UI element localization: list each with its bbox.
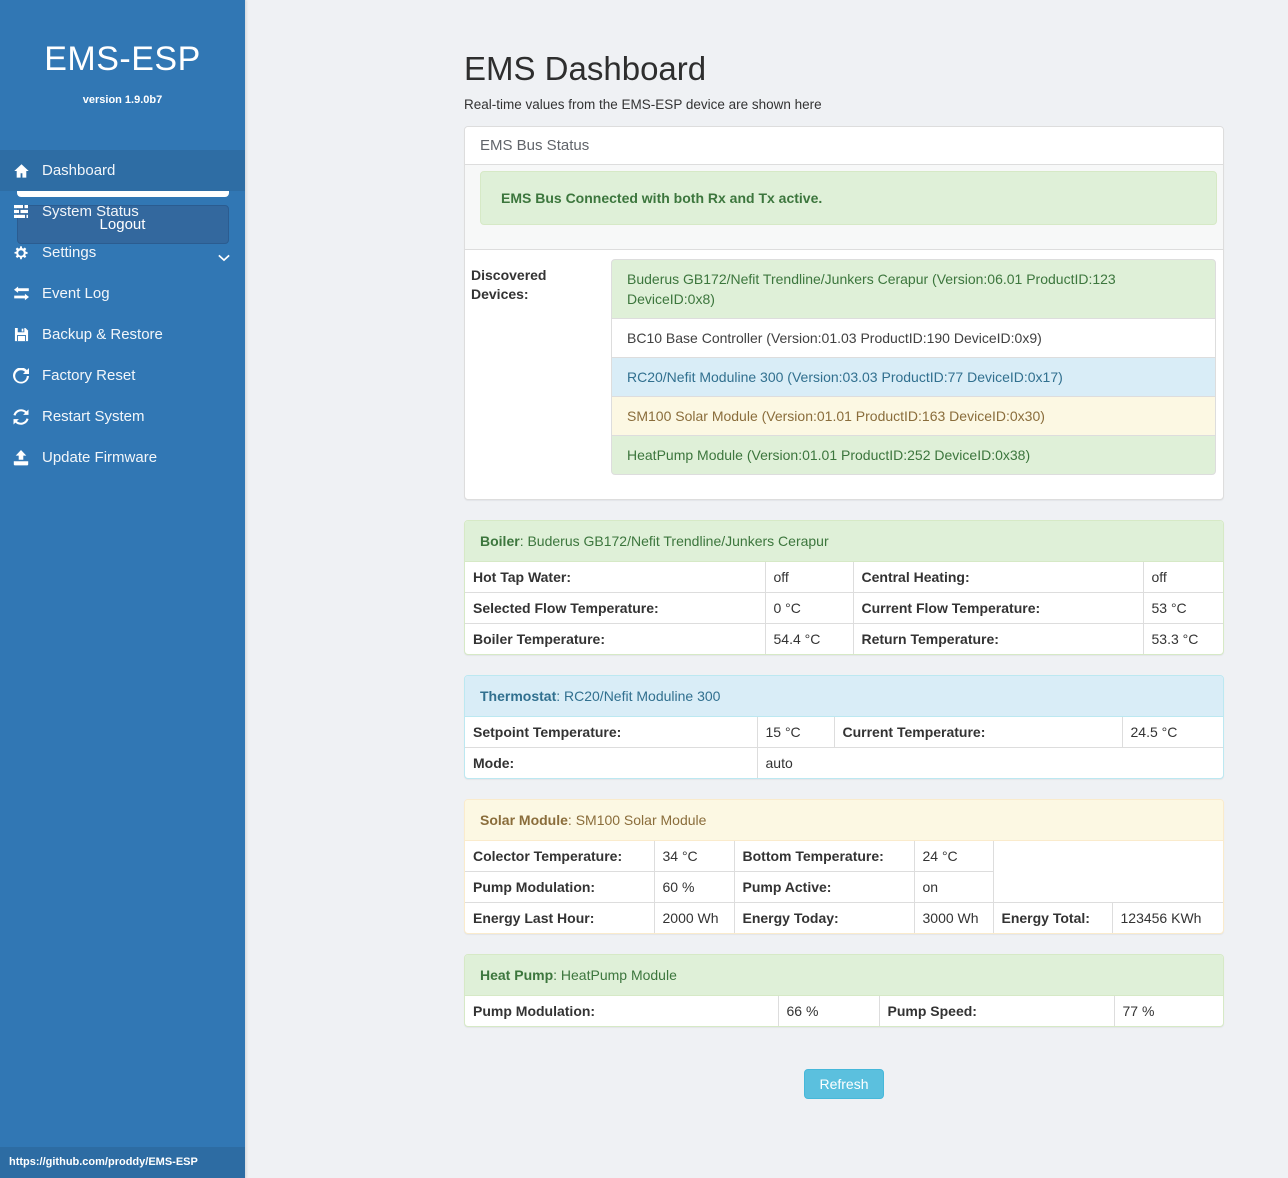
thermostat-panel — [464, 675, 1224, 779]
field-label: Central Heating: — [853, 562, 1143, 593]
sidebar-item-settings[interactable] — [0, 232, 245, 273]
field-label: Energy Last Hour: — [465, 903, 654, 934]
system-status-icon — [12, 204, 30, 220]
field-value: off — [765, 562, 853, 593]
table-row — [465, 717, 1223, 748]
device-list — [611, 259, 1216, 475]
field-value: auto — [757, 748, 1223, 779]
field-value: 2000 Wh — [654, 903, 734, 934]
heat-pump-panel — [464, 954, 1224, 1027]
table-row — [465, 841, 1223, 872]
sidebar-item-label: Restart System — [42, 408, 145, 425]
field-label: Bottom Temperature: — [734, 841, 914, 872]
field-value: 3000 Wh — [914, 903, 993, 934]
solar-module-panel — [464, 799, 1224, 934]
sidebar-item-label: Update Firmware — [42, 449, 158, 466]
sidebar-nav — [0, 150, 245, 478]
discovered-devices-label: Discovered Devices: — [471, 267, 547, 302]
device-list-item: SM100 Solar Module (Version:01.01 ProductID:163 DeviceID:0x30) — [611, 396, 1216, 436]
table-row — [465, 593, 1223, 624]
table-row — [465, 996, 1223, 1026]
heatpump-table — [465, 996, 1223, 1026]
field-value: 53.3 °C — [1143, 624, 1223, 655]
upload-icon — [12, 450, 30, 466]
github-link[interactable]: https://github.com/proddy/EMS-ESP — [9, 1156, 198, 1168]
solar-device-name: SM100 Solar Module — [575, 812, 707, 828]
save-icon — [12, 327, 30, 343]
sidebar-item-label: Backup & Restore — [42, 326, 163, 343]
field-label: Energy Total: — [993, 903, 1112, 934]
refresh-icon — [12, 409, 30, 425]
field-label: Current Temperature: — [834, 717, 1122, 748]
app-version: version 1.9.0b7 — [82, 94, 163, 106]
field-value: 77 % — [1114, 996, 1223, 1026]
thermostat-device-name: RC20/Nefit Moduline 300 — [564, 688, 721, 704]
field-label: Mode: — [465, 748, 757, 779]
field-value: 24 °C — [914, 841, 993, 872]
thermostat-panel-heading — [465, 676, 1223, 717]
logout-button[interactable]: Logout — [17, 205, 229, 244]
boiler-panel-name: Boiler — [480, 533, 520, 549]
ems-bus-status-panel — [464, 126, 1224, 500]
thermostat-table — [465, 717, 1223, 778]
solar-panel-heading — [465, 800, 1223, 841]
field-value: off — [1143, 562, 1223, 593]
field-value: 0 °C — [765, 593, 853, 624]
table-row — [465, 562, 1223, 593]
heatpump-device-name: HeatPump Module — [560, 967, 677, 983]
heading-separator: : — [519, 533, 528, 549]
field-value: 60 % — [654, 872, 734, 903]
bus-status-alert: EMS Bus Connected with both Rx and Tx active. — [480, 171, 1217, 225]
solar-table — [465, 841, 1223, 933]
chevron-down-icon — [218, 249, 230, 266]
field-label: Pump Speed: — [879, 996, 1114, 1026]
boiler-device-name: Buderus GB172/Nefit Trendline/Junkers Cerapur — [527, 533, 829, 549]
discovered-devices-section — [465, 250, 1223, 499]
refresh-area — [464, 1047, 1224, 1139]
heading-separator: : — [556, 688, 565, 704]
heatpump-panel-heading — [465, 955, 1223, 996]
sidebar-item-backup-restore[interactable] — [0, 314, 245, 355]
field-label: Pump Modulation: — [465, 996, 778, 1026]
main-area — [247, 0, 1288, 1178]
sidebar-item-label: System Status — [42, 203, 139, 220]
device-list-item: HeatPump Module (Version:01.01 ProductID:252 DeviceID:0x38) — [611, 435, 1216, 475]
heading-separator: : — [567, 812, 576, 828]
field-value: 24.5 °C — [1122, 717, 1223, 748]
device-list-item: Buderus GB172/Nefit Trendline/Junkers Cerapur (Version:06.01 ProductID:123 DeviceID:0x8) — [611, 259, 1216, 319]
sidebar-item-update-firmware[interactable] — [0, 437, 245, 478]
table-row — [465, 903, 1223, 934]
thermostat-panel-name: Thermostat — [480, 688, 557, 704]
boiler-table — [465, 562, 1223, 654]
sidebar-item-factory-reset[interactable] — [0, 355, 245, 396]
dashboard-content — [464, 0, 1224, 1139]
field-label: Pump Active: — [734, 872, 914, 903]
solar-panel-name: Solar Module — [480, 812, 568, 828]
sidebar-item-label: Event Log — [42, 285, 110, 302]
field-value: 34 °C — [654, 841, 734, 872]
sidebar-footer — [0, 1147, 245, 1178]
sidebar-item-event-log[interactable] — [0, 273, 245, 314]
refresh-button[interactable]: Refresh — [804, 1069, 883, 1099]
heading-separator: : — [553, 967, 561, 983]
field-label: Colector Temperature: — [465, 841, 654, 872]
field-label: Energy Today: — [734, 903, 914, 934]
field-value: 54.4 °C — [765, 624, 853, 655]
table-row — [465, 748, 1223, 779]
device-list-item: BC10 Base Controller (Version:01.03 ProductID:190 DeviceID:0x9) — [611, 318, 1216, 358]
sidebar-item-system-status[interactable] — [0, 191, 245, 232]
table-row — [465, 624, 1223, 655]
field-label: Current Flow Temperature: — [853, 593, 1143, 624]
field-value: 15 °C — [757, 717, 834, 748]
sidebar-item-restart-system[interactable] — [0, 396, 245, 437]
sidebar-item-label: Settings — [42, 244, 97, 261]
sidebar-item-dashboard[interactable] — [0, 150, 245, 191]
rotate-icon — [12, 368, 30, 384]
gear-icon — [12, 245, 30, 261]
boiler-panel — [464, 520, 1224, 655]
field-value: 66 % — [778, 996, 879, 1026]
sidebar-item-label: Dashboard — [42, 162, 116, 179]
field-label: Selected Flow Temperature: — [465, 593, 765, 624]
field-label: Boiler Temperature: — [465, 624, 765, 655]
field-value: 53 °C — [1143, 593, 1223, 624]
field-label: Return Temperature: — [853, 624, 1143, 655]
boiler-panel-heading — [465, 521, 1223, 562]
empty-cell — [993, 841, 1223, 903]
sidebar — [0, 0, 246, 1178]
bus-panel-title: EMS Bus Status — [465, 127, 1223, 165]
page-title: EMS Dashboard — [464, 50, 707, 87]
field-value: on — [914, 872, 993, 903]
heatpump-panel-name: Heat Pump — [480, 967, 554, 983]
home-icon — [12, 163, 30, 179]
field-label: Setpoint Temperature: — [465, 717, 757, 748]
bus-alert-section — [465, 165, 1223, 250]
page-subtitle: Real-time values from the EMS-ESP device are shown here — [464, 97, 822, 112]
field-label: Hot Tap Water: — [465, 562, 765, 593]
device-list-item: RC20/Nefit Moduline 300 (Version:03.03 ProductID:77 DeviceID:0x17) — [611, 357, 1216, 397]
field-label: Pump Modulation: — [465, 872, 654, 903]
field-value: 123456 KWh — [1112, 903, 1223, 934]
sidebar-item-label: Factory Reset — [42, 367, 136, 384]
exchange-icon — [12, 286, 30, 302]
app-title: EMS-ESP — [44, 40, 201, 78]
